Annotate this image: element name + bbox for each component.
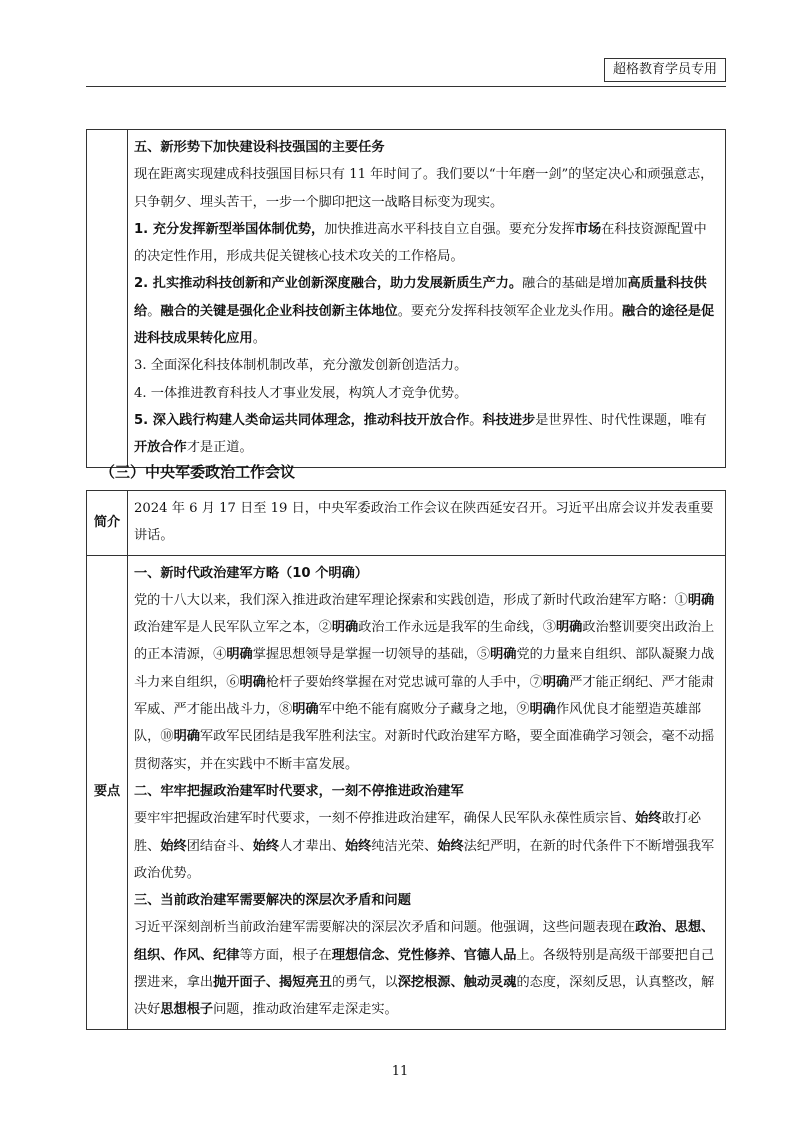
table-row (87, 491, 726, 556)
bold-run: 始终 (437, 838, 464, 854)
text-run: 严才能正纲纪、严才能肃军威、严才能出战斗力，⑧ (134, 674, 715, 718)
text-run: 。 (469, 412, 483, 428)
text-run: 才是正道。 (186, 440, 253, 456)
tasks-content-cell (128, 130, 726, 468)
bold-run: 1. 充分发挥新型举国体制优势， (134, 221, 325, 237)
bold-run: 市场 (574, 221, 602, 237)
text-run: 政治工作永远是我军的生命线，③ (358, 620, 556, 636)
text-run: 团结奋斗、 (186, 838, 253, 854)
row-label-cell (87, 130, 128, 468)
bold-run: 高质量科技供给 (134, 276, 707, 319)
text-run: 等方面，根子在 (239, 947, 332, 963)
text-run: 法纪严明，在新的时代条件下不断增强我军政治优势。 (134, 838, 715, 881)
text-run: 作风优良才能塑造英雄部队，⑩ (134, 702, 702, 745)
text-run: 融合的基础是增加 (522, 276, 628, 292)
science-tasks-table (86, 129, 726, 468)
text-run: 。 (252, 331, 266, 347)
text-run: 加快推进高水平科技自立自强。要充分发挥 (324, 221, 575, 237)
text-run: 党的十八大以来，我们深入推进政治建军理论探索和实践创造，形成了新时代政治建军方略：① (134, 592, 688, 608)
bold-run: 2. 扎实推动科技创新和产业创新深度融合，助力发展新质生产力。 (134, 276, 523, 292)
header-label: 超格教育学员专用 (604, 58, 726, 82)
bold-run: 政治、思想、组织、作风、纪律 (134, 920, 715, 963)
text-run: 上。各级特别是高级干部要把自己摆进来，拿出 (134, 947, 715, 991)
bold-run: 始终 (160, 838, 187, 854)
bold-run: 深挖根源、触动灵魂 (397, 975, 517, 991)
point-paragraph-3 (134, 914, 719, 1023)
table-row (87, 555, 726, 1029)
page-number: 11 (391, 1064, 409, 1079)
bold-run: 明确 (173, 729, 200, 745)
text-run: 在科技资源配置中的决定性作用，形成共促关键核心技术攻关的工作格局。 (134, 221, 707, 265)
task-item-5 (134, 407, 719, 462)
task-item-1 (134, 216, 719, 271)
bold-run: 明确 (331, 620, 359, 636)
bold-run: 明确 (542, 674, 570, 690)
text-run: 。要充分发挥科技领军企业龙头作用。 (397, 303, 622, 319)
bold-run: 5. 深入践行构建人类命运共同体理念，推动科技开放合作 (134, 412, 470, 428)
points-content-cell (128, 555, 726, 1029)
intro-label: 简介 (87, 491, 128, 556)
text-run: 问题，推动政治建军走深走实。 (213, 1002, 398, 1018)
text-run: 的勇气，以 (331, 975, 398, 991)
military-conference-table (86, 490, 726, 1030)
task-item-3: 3. 全面深化科技体制机制改革，充分激发创新创造活力。 (134, 358, 468, 374)
bold-run: 理想信念、党性修养、官德人品 (331, 947, 517, 963)
text-run: 政治整训要突出政治上的正本清源，④ (134, 620, 715, 663)
bold-run: 融合的途径是促进科技成果转化应用 (134, 303, 715, 347)
text-run: 党的力量来自组织、部队凝聚力战斗力来自组织，⑥ (134, 647, 715, 690)
text-run: 掌握思想领导是掌握一切领导的基础，⑤ (252, 647, 491, 663)
section-title: （三）中央军委政治工作会议 (100, 463, 296, 481)
intro-text: 2024 年 6 月 17 日至 19 日，中央军委政治工作会议在陕西延安召开。习近平出席会议并发表重要讲话。 (128, 491, 726, 556)
header-rule (86, 86, 726, 87)
text-run: 枪杆子要始终掌握在对党忠诚可靠的人手中，⑦ (265, 674, 543, 690)
text-run: 的态度，深刻反思，认真整改，解决好 (134, 975, 715, 1018)
bold-run: 抛开面子、揭短亮丑 (213, 975, 332, 991)
bold-run: 始终 (635, 811, 662, 827)
bold-run: 明确 (529, 702, 556, 718)
bold-run: 明确 (687, 592, 715, 608)
point-paragraph-1 (134, 587, 719, 778)
text-run: 人才辈出、 (279, 838, 345, 854)
table-row (87, 130, 726, 468)
points-label: 要点 (87, 555, 128, 1029)
text-run: 军政军民团结是我军胜利法宝。对新时代政治建军方略，要全面准确学习领会，毫不动摇贯彻落实，并在实践中不断丰富发展。 (134, 729, 715, 772)
bold-run: 明确 (226, 647, 253, 663)
section-heading: 五、新形势下加快建设科技强国的主要任务 (134, 140, 385, 155)
text-run: 纯洁光荣、 (371, 838, 438, 854)
bold-run: 明确 (490, 647, 517, 663)
intro-paragraph: 现在距离实现建成科技强国目标只有 11 年时间了。我们要以“十年磨一剑”的坚定决心和顽强意志，只争朝夕、埋头苦干，一步一个脚印把这一战略目标变为现实。 (134, 167, 714, 210)
text-run: 习近平深刻剖析当前政治建军需要解决的深层次矛盾和问题。他强调，这些问题表现在 (134, 920, 636, 936)
bold-run: 明确 (556, 620, 583, 636)
point-heading-2: 二、牢牢把握政治建军时代要求，一刻不停推进政治建军 (134, 783, 464, 799)
text-run: 要牢牢把握政治建军时代要求，一刻不停推进政治建军，确保人民军队永葆性质宗旨、 (134, 811, 636, 827)
bold-run: 思想根子 (160, 1002, 214, 1018)
point-heading-1: 一、新时代政治建军方略（10 个明确） (134, 565, 368, 581)
text-run: 敢打必胜、 (134, 811, 702, 854)
bold-run: 科技进步 (482, 412, 536, 428)
task-item-4: 4. 一体推进教育科技人才事业发展，构筑人才竞争优势。 (134, 385, 468, 401)
bold-run: 开放合作 (134, 440, 187, 456)
task-item-2 (134, 270, 719, 352)
text-run: 政治建军是人民军队立军之本，② (134, 620, 332, 636)
text-run: 军中绝不能有腐败分子藏身之地，⑨ (318, 702, 530, 718)
bold-run: 融合的关键是强化企业科技创新主体地位 (160, 303, 398, 319)
point-heading-3: 三、当前政治建军需要解决的深层次矛盾和问题 (134, 893, 411, 909)
point-paragraph-2 (134, 805, 719, 887)
bold-run: 明确 (292, 702, 319, 718)
text-run: 。 (147, 303, 161, 319)
text-run: 是世界性、时代性课题，唯有 (535, 412, 707, 428)
bold-run: 始终 (345, 838, 372, 854)
bold-run: 明确 (239, 674, 266, 690)
bold-run: 始终 (252, 838, 280, 854)
